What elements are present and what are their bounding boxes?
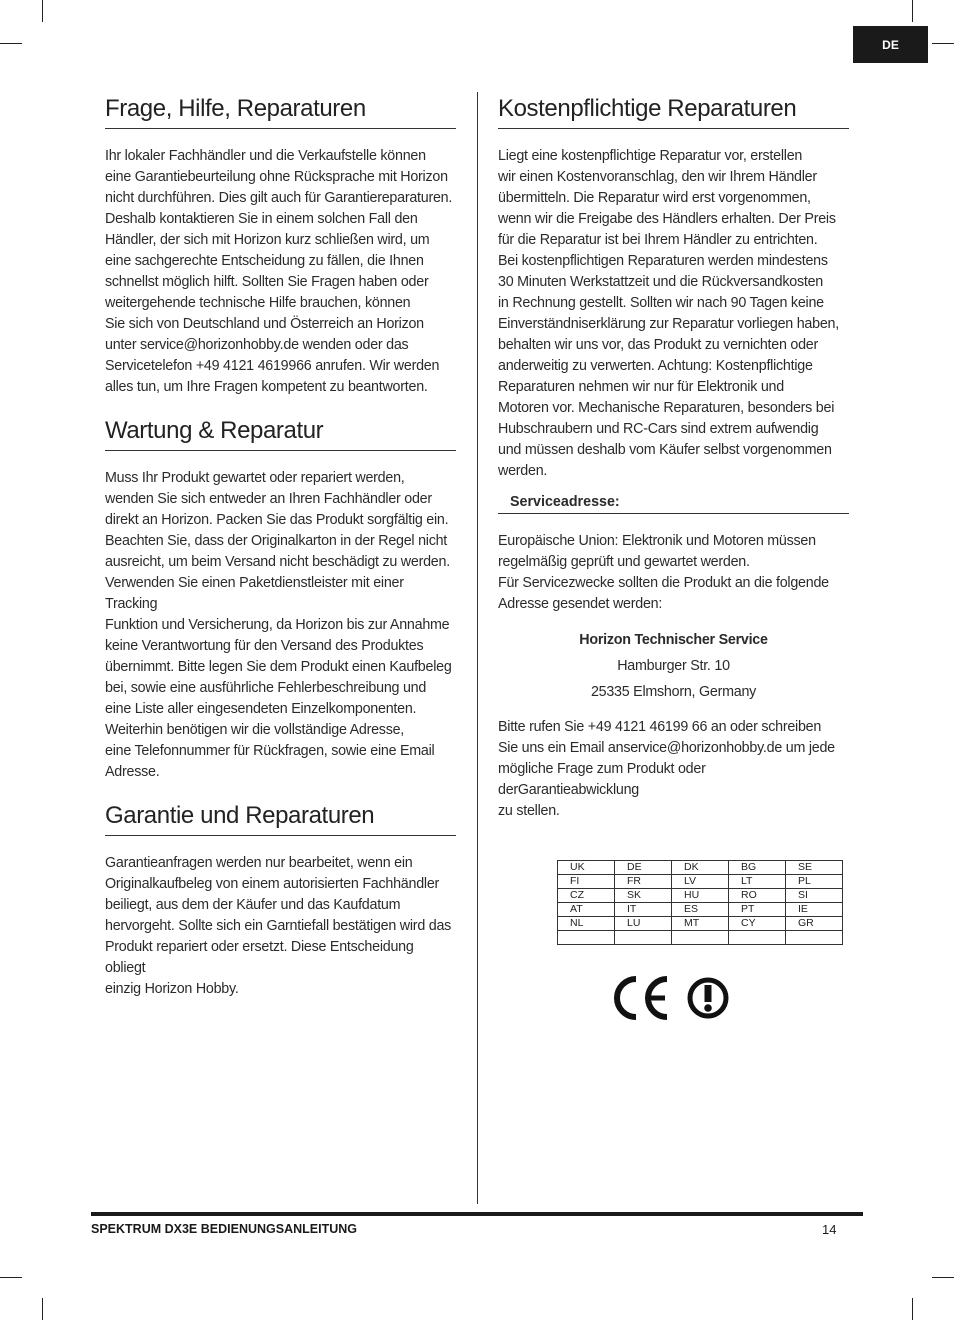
- country-code: DK: [672, 861, 729, 875]
- text-line: anderweitig zu verwerten. Achtung: Kostenpflichtige: [498, 358, 813, 374]
- certification-marks: [612, 975, 732, 1026]
- text-line: schnellst möglich hilft. Sollten Sie Fragen haben oder: [105, 274, 429, 290]
- text-line: eine Garantiebeurteilung ohne Rücksprache mit Horizon: [105, 169, 448, 185]
- country-code: [786, 931, 843, 945]
- text-line: 30 Minuten Werkstattzeit und die Rückversandkosten: [498, 274, 823, 290]
- text-line: wenden Sie sich entweder an Ihren Fachhändler oder: [105, 491, 432, 507]
- text-line: in Rechnung gestellt. Sollten wir nach 90 Tagen keine: [498, 295, 824, 311]
- address-street: Hamburger Str. 10: [617, 658, 730, 674]
- country-code: LV: [672, 875, 729, 889]
- country-code: LT: [729, 875, 786, 889]
- text-line: beiliegt, aus dem der Käufer und das Kaufdatum: [105, 897, 401, 913]
- service-address-heading: Serviceadresse:: [498, 491, 849, 514]
- country-code: NL: [558, 917, 615, 931]
- section-title-help: Frage, Hilfe, Reparaturen: [105, 92, 456, 129]
- left-column: [105, 92, 456, 1000]
- section-title-paid-repairs: Kostenpflichtige Reparaturen: [498, 92, 849, 129]
- page-number: 14: [822, 1222, 837, 1237]
- address-city: 25335 Elmshorn, Germany: [590, 684, 757, 700]
- crop-mark: [932, 43, 954, 44]
- crop-mark: [0, 43, 22, 44]
- footer-manual-title: SPEKTRUM DX3E BEDIENUNGSANLEITUNG: [91, 1222, 357, 1236]
- text-line: Händler, der sich mit Horizon kurz schließen wird, um: [105, 232, 430, 248]
- text-line: Sie uns ein Email anservice@horizonhobby.de um jede: [498, 740, 835, 756]
- country-code: CY: [729, 917, 786, 931]
- country-code: FR: [615, 875, 672, 889]
- text-line: regelmäßig geprüft und gewartet werden.: [498, 554, 750, 570]
- text-line: Reparaturen nehmen wir nur für Elektronik und: [498, 379, 784, 395]
- country-code: FI: [558, 875, 615, 889]
- text-line: Sie sich von Deutschland und Österreich an Horizon: [105, 316, 424, 332]
- text-line: Produkt repariert oder ersetzt. Diese Entscheidung obliegt: [105, 939, 414, 976]
- country-code: CZ: [558, 889, 615, 903]
- crop-mark: [912, 1298, 913, 1320]
- country-table: [557, 860, 843, 945]
- text-line: für die Reparatur ist bei Ihrem Händler zu entrichten.: [498, 232, 818, 248]
- text-line: Für Servicezwecke sollten die Produkt an die folgende: [498, 575, 829, 591]
- country-row: [558, 903, 843, 917]
- country-row: [558, 875, 843, 889]
- section-body-warranty: [105, 853, 456, 1000]
- country-code: IT: [615, 903, 672, 917]
- ce-mark-icon: [612, 975, 732, 1021]
- text-line: eine sachgerechte Entscheidung zu fällen, die Ihnen: [105, 253, 424, 269]
- crop-mark: [932, 1277, 954, 1278]
- text-line: Garantieanfragen werden nur bearbeitet, wenn ein: [105, 855, 413, 871]
- country-code: SI: [786, 889, 843, 903]
- text-line: Hubschraubern und RC-Cars sind extrem aufwendig: [498, 421, 819, 437]
- text-line: Motoren vor. Mechanische Reparaturen, besonders bei: [498, 400, 835, 416]
- text-line: mögliche Frage zum Produkt oder derGarantieabwicklung: [498, 761, 706, 798]
- language-tab: DE: [853, 26, 928, 63]
- country-code: LU: [615, 917, 672, 931]
- text-line: Originalkaufbeleg von einem autorisierten Fachhändler: [105, 876, 440, 892]
- text-line: Einverständniserklärung zur Reparatur vorliegen haben,: [498, 316, 839, 332]
- text-line: behalten wir uns vor, das Produkt zu vernichten oder: [498, 337, 818, 353]
- crop-mark: [0, 1277, 22, 1278]
- country-code: SE: [786, 861, 843, 875]
- text-line: Adresse gesendet werden:: [498, 596, 663, 612]
- text-line: Liegt eine kostenpflichtige Reparatur vor, erstellen: [498, 148, 803, 164]
- text-line: keine Verantwortung für den Versand des Produktes: [105, 638, 424, 654]
- text-line: Bitte rufen Sie +49 4121 46199 66 an oder schreiben: [498, 719, 822, 735]
- country-code: ES: [672, 903, 729, 917]
- text-line: eine Liste aller eingesendeten Einzelkomponenten.: [105, 701, 417, 717]
- text-line: Europäische Union: Elektronik und Motoren müssen: [498, 533, 816, 549]
- section-body-maintenance: [105, 468, 456, 783]
- country-code: BG: [729, 861, 786, 875]
- text-line: nicht durchführen. Dies gilt auch für Garantiereparaturen.: [105, 190, 453, 206]
- section-title-maintenance: Wartung & Reparatur: [105, 414, 456, 451]
- text-line: übernimmt. Bitte legen Sie dem Produkt einen Kaufbeleg: [105, 659, 452, 675]
- crop-mark: [42, 0, 43, 22]
- address-name: Horizon Technischer Service: [579, 632, 768, 648]
- country-code: MT: [672, 917, 729, 931]
- text-line: eine Telefonnummer für Rückfragen, sowie eine Email: [105, 743, 435, 759]
- country-code: PT: [729, 903, 786, 917]
- text-line: wir einen Kostenvoranschlag, den wir Ihrem Händler: [498, 169, 817, 185]
- country-row: [558, 889, 843, 903]
- text-line: bei, sowie eine ausführliche Fehlerbeschreibung und: [105, 680, 427, 696]
- service-address-intro: [498, 531, 849, 615]
- alert-circle-icon: [690, 980, 726, 1016]
- text-line: übermitteln. Die Reparatur wird erst vorgenommen,: [498, 190, 811, 206]
- right-column: [498, 92, 849, 822]
- text-line: alles tun, um Ihre Fragen kompetent zu beantworten.: [105, 379, 428, 395]
- country-code: DE: [615, 861, 672, 875]
- text-line: Deshalb kontaktieren Sie in einem solchen Fall den: [105, 211, 418, 227]
- text-line: zu stellen.: [498, 803, 560, 819]
- text-line: Bei kostenpflichtigen Reparaturen werden mindestens: [498, 253, 828, 269]
- crop-mark: [42, 1298, 43, 1320]
- country-code: UK: [558, 861, 615, 875]
- text-line: Ihr lokaler Fachhändler und die Verkaufstelle können: [105, 148, 426, 164]
- text-line: Verwenden Sie einen Paketdienstleister mit einer Tracking: [105, 575, 404, 612]
- text-line: und müssen deshalb vom Käufer selbst vorgenommen: [498, 442, 832, 458]
- section-title-warranty: Garantie und Reparaturen: [105, 799, 456, 836]
- text-line: weitergehende technische Hilfe brauchen, können: [105, 295, 411, 311]
- text-line: Funktion und Versicherung, da Horizon bis zur Annahme: [105, 617, 450, 633]
- text-line: Muss Ihr Produkt gewartet oder repariert werden,: [105, 470, 405, 486]
- country-code: GR: [786, 917, 843, 931]
- text-line: einzig Horizon Hobby.: [105, 981, 239, 997]
- country-code: HU: [672, 889, 729, 903]
- country-code: [729, 931, 786, 945]
- country-code: [615, 931, 672, 945]
- text-line: Adresse.: [105, 764, 160, 780]
- text-line: Servicetelefon +49 4121 4619966 anrufen. Wir werden: [105, 358, 440, 374]
- country-code: RO: [729, 889, 786, 903]
- text-line: hervorgeht. Sollte sich ein Garntiefall bestätigen wird das: [105, 918, 452, 934]
- country-code: SK: [615, 889, 672, 903]
- text-line: werden.: [498, 463, 548, 479]
- country-row: [558, 861, 843, 875]
- column-divider: [477, 92, 478, 1204]
- country-code: IE: [786, 903, 843, 917]
- section-body-paid-repairs: [498, 146, 849, 482]
- contact-text: [498, 717, 849, 822]
- country-row: [558, 917, 843, 931]
- country-code: PL: [786, 875, 843, 889]
- text-line: direkt an Horizon. Packen Sie das Produkt sorgfältig ein.: [105, 512, 449, 528]
- section-body-help: [105, 146, 456, 398]
- text-line: ausreicht, um beim Versand nicht beschädigt zu werden.: [105, 554, 450, 570]
- text-line: unter service@horizonhobby.de wenden oder das: [105, 337, 409, 353]
- text-line: Weiterhin benötigen wir die vollständige Adresse,: [105, 722, 405, 738]
- crop-mark: [912, 0, 913, 22]
- footer-bar: [91, 1212, 863, 1216]
- country-code: AT: [558, 903, 615, 917]
- text-line: Beachten Sie, dass der Originalkarton in der Regel nicht: [105, 533, 448, 549]
- country-code: [558, 931, 615, 945]
- country-row: [558, 931, 843, 945]
- country-code: [672, 931, 729, 945]
- text-line: wenn wir die Freigabe des Händlers erhalten. Der Preis: [498, 211, 836, 227]
